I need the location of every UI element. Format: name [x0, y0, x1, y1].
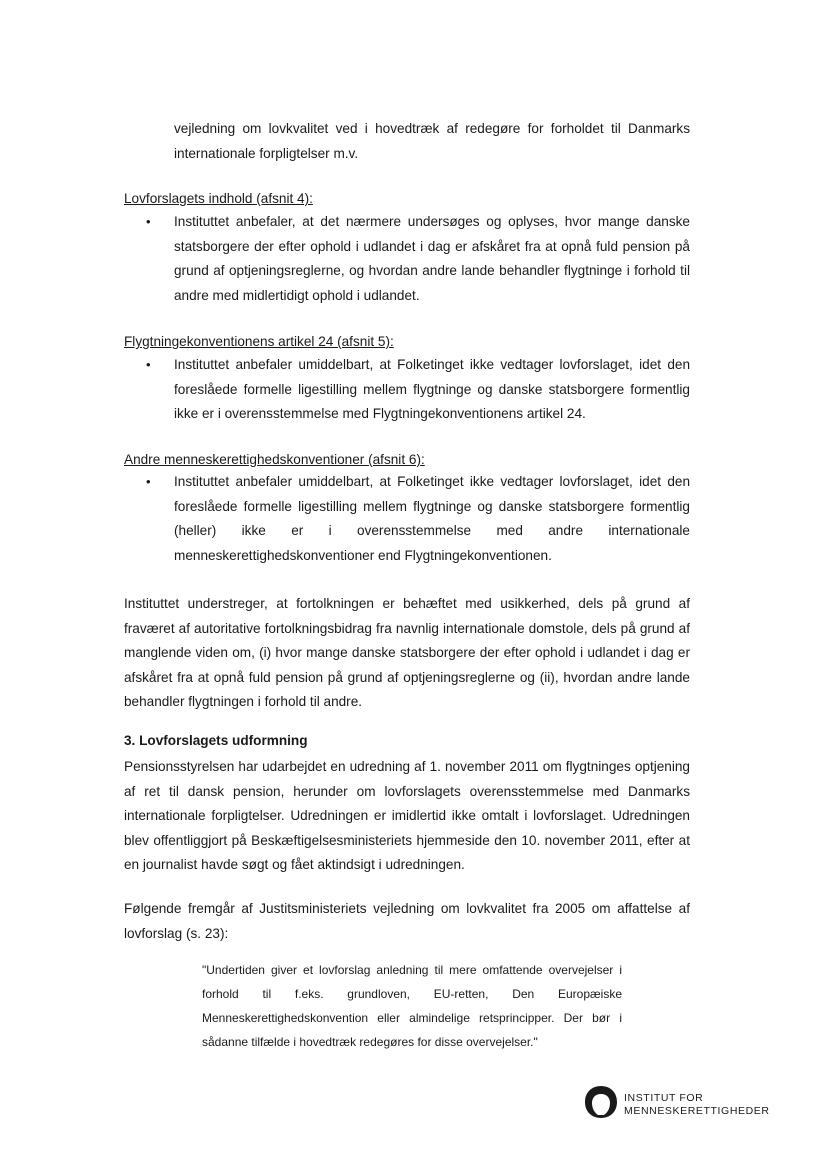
logo-line-2: MENNESKERETTIGHEDER — [624, 1105, 770, 1117]
bullet-text: Instituttet anbefaler, at det nærmere undersøges og oplyses, hvor mange danske statsborgere der efter ophold i udlandet i dag er afskåret fra at opnå fuld pension på grund af optjeningsreglerne, og hvordan andre lande behandler flygtninge i forhold til andre med midlertidigt ophold i udlandet. — [174, 214, 690, 303]
bullet-icon: • — [146, 357, 151, 372]
uncertainty-paragraph: Instituttet understreger, at fortolkningen er behæftet med usikkerhed, dels på grund af fraværet af autoritative fortolkningsbidrag fra navnlig internationale domstole, dels på grund af manglende viden om, (i) hvor mange danske statsborgere der efter ophold i udlandet i dag er afskåret fra at opnå fuld pension på grund af optjeningsreglerne og (ii), hvordan andre lande behandler flygtningen i forhold til andre. — [124, 596, 690, 709]
bullet-icon: • — [146, 214, 151, 229]
logo-ring-icon — [582, 1083, 620, 1121]
logo-line-1: INSTITUT FOR — [624, 1092, 704, 1104]
section-heading-andre-konventioner: Andre menneskerettighedskonventioner (afsnit 6): — [124, 452, 425, 467]
bullet-item — [124, 210, 690, 310]
udredning-paragraph: Pensionsstyrelsen har udarbejdet en udredning af 1. november 2011 om flygtninges optjening af ret til dansk pension, herunder om lovforslagets overensstemmelse med Danmarks internationale forpligtelser. Udredningen er imidlertid ikke omtalt i lovforslaget. Udredningen blev offentliggjort på Beskæftigelsesministeriets hjemmeside den 10. november 2011, efter at en journalist havde søgt og fået aktindsigt i udredningen. — [124, 759, 690, 872]
quote-block: "Undertiden giver et lovforslag anledning til mere omfattende overvejelser i forhold til f.eks. grundloven, EU-retten, Den Europæiske Menneskerettighedskonvention eller almindelige retsprincipper. Der bør i sådanne tilfælde i hovedtræk redegøres for disse overvejelser." — [202, 963, 622, 1049]
bullet-item — [124, 353, 690, 429]
institute-logo — [582, 1083, 782, 1123]
section-title-udformning: 3. Lovforslagets udformning — [124, 733, 308, 748]
bullet-text: Instituttet anbefaler umiddelbart, at Folketinget ikke vedtager lovforslaget, idet den foreslåede formelle ligestilling mellem flygtninge og danske statsborgere formentlig (heller) ikke er i overensstemmelse med andre internationale menneskerettighedskonventioner end Flygtningekonventionen. — [174, 474, 690, 563]
intro-paragraph: vejledning om lovkvalitet ved i hovedtræk af redegøre for forholdet til Danmarks internationale forpligtelser m.v. — [174, 121, 690, 161]
logo-text — [624, 1092, 770, 1118]
section-heading-artikel-24: Flygtningekonventionens artikel 24 (afsnit 5): — [124, 334, 394, 349]
vejledning-paragraph: Følgende fremgår af Justitsministeriets vejledning om lovkvalitet fra 2005 om affattelse af lovforslag (s. 23): — [124, 901, 690, 941]
section-heading-indhold: Lovforslagets indhold (afsnit 4): — [124, 191, 313, 206]
bullet-icon: • — [146, 474, 151, 489]
bullet-text: Instituttet anbefaler umiddelbart, at Folketinget ikke vedtager lovforslaget, idet den foreslåede formelle ligestilling mellem flygtninge og danske statsborgere formentlig ikke er i overensstemmelse med Flygtningekonventionens artikel 24. — [174, 357, 690, 421]
bullet-item — [124, 470, 690, 570]
